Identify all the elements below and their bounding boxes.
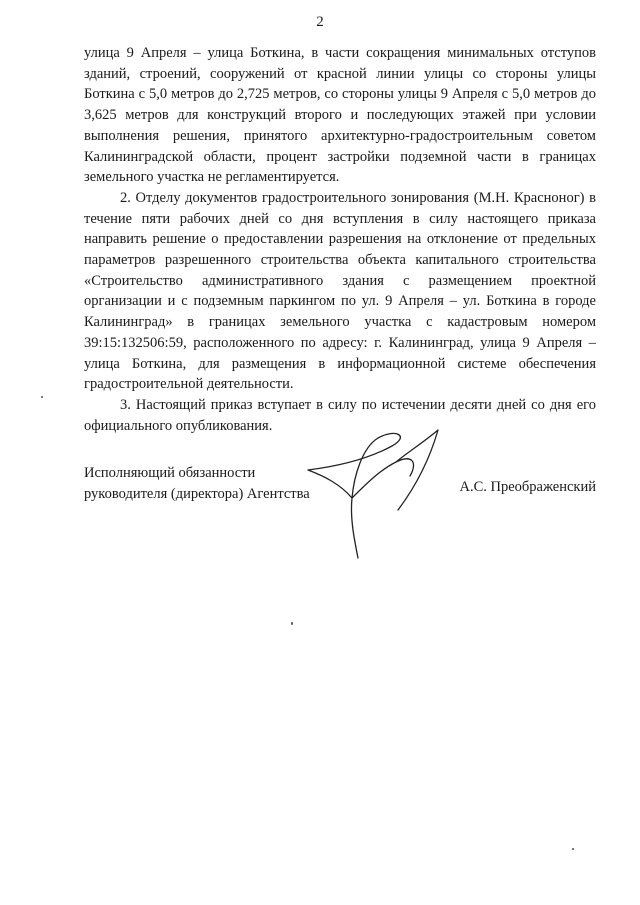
scan-speck bbox=[572, 848, 574, 850]
page-number: 2 bbox=[316, 14, 324, 30]
signatory-position-line2: руководителя (директора) Агентства bbox=[84, 485, 310, 502]
paragraph-2: 2. Отделу документов градостроительного зонирования (М.Н. Красноног) в течение пяти рабочих дней со дня вступления в силу настоящего приказа направить решение о предоставлении разрешения на отклонение от предельных параметров разрешенного строительства объекта капитального строительства «Строительство административного здания с размещением проектной организации и с подземным паркингом по ул. 9 Апреля – ул. Боткина в городе Калининград» в границах земельного участка с кадастровым номером 39:15:132506:59, расположенного по адресу: г. Калининград, улица 9 Апреля – улица Боткина, для размещения в информационной системе обеспечения градостроительной деятельности. bbox=[84, 189, 596, 393]
paragraph-3: 3. Настоящий приказ вступает в силу по истечении десяти дней со дня его официального опубликования. bbox=[84, 396, 596, 434]
handwritten-signature bbox=[300, 418, 460, 578]
scan-speck bbox=[291, 622, 293, 625]
scan-speck bbox=[41, 396, 43, 398]
paragraph-continuation: улица 9 Апреля – улица Боткина, в части сокращения минимальных отступов зданий, строений, сооружений от красной линии улицы со стороны улицы Боткина с 5,0 метров до 2,725 метров, со стороны улицы 9 Апреля с 5,0 метров до 3,625 метров для конструкций второго и последующих этажей при условии выполнения решения, принятого архитектурно-градостроительным советом Калининградской области, процент застройки подземной части в границах земельного участка не регламентируется. bbox=[84, 45, 596, 186]
signatory-position-line1: Исполняющий обязанности bbox=[84, 465, 256, 481]
signatory-position bbox=[84, 463, 310, 504]
document-body bbox=[84, 43, 596, 436]
signatory-name: А.С. Преображенский bbox=[459, 479, 596, 495]
